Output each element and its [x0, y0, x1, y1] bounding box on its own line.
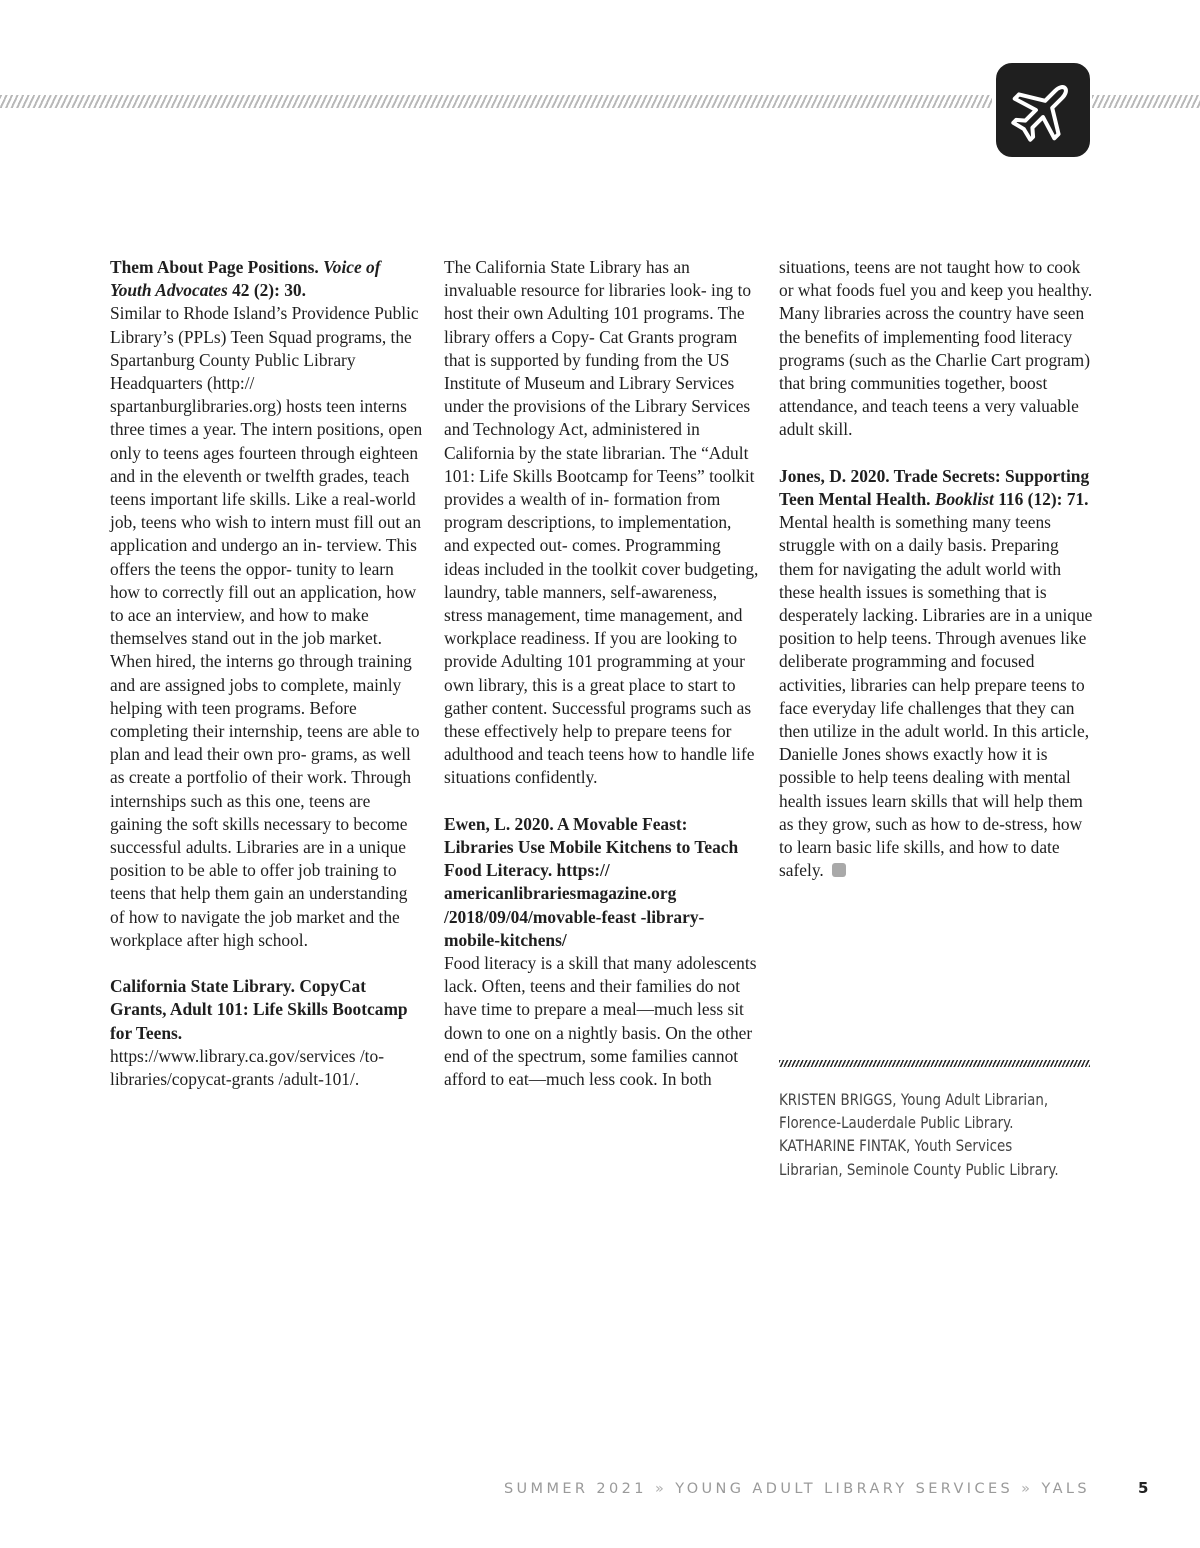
- column-3: [779, 256, 1094, 882]
- reference-journal: Voice of Youth Advocates: [110, 257, 381, 301]
- reference-journal: Booklist: [934, 489, 994, 510]
- section-badge: [996, 63, 1090, 157]
- footer-short-title: YALS: [1041, 1481, 1090, 1497]
- header-stripe-right: [1092, 95, 1200, 108]
- reference-title: Ewen, L. 2020. A Movable Feast: Libraries Use Mobile Kitchens to Teach Food Literacy. https:// americanlibrariesmagazine.org /2018/09/04/movable-feast -library-mobile-kitchens/: [444, 813, 739, 950]
- footer-separator: »: [1021, 1481, 1034, 1497]
- footer-issue: SUMMER 2021: [503, 1481, 647, 1497]
- column-1: [110, 256, 425, 1091]
- reference-title: Them About Page Positions.: [110, 257, 319, 277]
- author-divider: [779, 1060, 1090, 1067]
- reference-issue: 116 (12): 71.: [998, 489, 1089, 510]
- author-bios: [779, 1089, 1063, 1182]
- end-of-article-icon: [832, 863, 846, 877]
- column-2: [444, 256, 759, 1091]
- author-bio: KRISTEN BRIGGS, Young Adult Librarian, Florence-Lauderdale Public Library.: [779, 1091, 1049, 1133]
- reference-title: California State Library. CopyCat Grants, Adult 101: Life Skills Bootcamp for Teens.: [110, 976, 408, 1043]
- annotation-text: situations, teens are not taught how to cook or what foods fuel you and keep you healthy. Many libraries across the country have seen the benefits of implementing food literacy programs (such as the Charlie Cart program) that bring communities together, boost attendance, and teach teens a very valuable adult skill.: [779, 257, 1093, 440]
- footer-publication: YOUNG ADULT LIBRARY SERVICES: [675, 1481, 1014, 1497]
- reference-issue: 42 (2): 30.: [232, 280, 306, 301]
- reference-heading: [110, 256, 425, 302]
- footer-separator: »: [654, 1481, 668, 1497]
- reference-url[interactable]: https://www.library.ca.gov/services /to-libraries/copycat-grants /adult-101/.: [110, 1045, 384, 1090]
- annotation-text: Mental health is something many teens struggle with on a daily basis. Preparing them for navigating the adult world with these health issues is something that is desperately lacking. Libraries are in a unique position to help teens. Through avenues like deliberate programming and focused activities, libraries can help prepare teens to face everyday life challenges that they can then utilize in the adult world. In this article, Danielle Jones shows exactly how it is possible to help teens dealing with mental health issues learn skills that will help them as they grow, such as how to de-stress, how to learn basic life skills, and how to date safely.: [779, 512, 1093, 881]
- annotation-text: Similar to Rhode Island’s Providence Public Library’s (PPLs) Teen Squad programs, the Spartanburg County Public Library Headquarters (http:// spartanburglibraries.org) hosts teen interns three times a year. The intern positions, open only to teens ages fourteen through eighteen and in the eleventh or twelfth grades, teach teens important life skills. Like a real-world job, teens who wish to intern must fill out an application and undergo an in- terview. This offers the teens the oppor- tunity to learn how to correctly fill out an application, how to ace an interview, and how to make themselves stand out in the job market. When hired, the interns go through training and are assigned jobs to complete, mainly helping with teen programs. Before completing their internship, teens are able to plan and lead their own pro- grams, as well as create a portfolio of their work. Through internships such as this one, teens are gaining the soft skills necessary to become successful adults. Libraries are in a unique position to be able to offer job training to teens that help them gain an understanding of how to navigate the job market and the workplace after high school.: [110, 303, 423, 950]
- annotation-text: Food literacy is a skill that many adolescents lack. Often, teens and their families do not have time to prepare a meal—much less sit down to one on a nightly basis. On the other end of the spectrum, some families cannot afford to eat—much less cook. In both: [444, 953, 757, 1090]
- author-bio: KATHARINE FINTAK, Youth Services Librarian, Seminole County Public Library.: [779, 1137, 1059, 1179]
- header-stripe-left: [0, 95, 992, 108]
- page-number: 5: [1138, 1479, 1149, 1497]
- airplane-icon: [1008, 75, 1078, 145]
- running-footer: [504, 1481, 1090, 1497]
- annotation-text: The California State Library has an invaluable resource for libraries look- ing to host their own Adulting 101 programs. The library offers a Copy- Cat Grants program that is supported by funding from the US Institute of Museum and Library Services under the provisions of the Library Services and Technology Act, administered in California by the state librarian. The “Adult 101: Life Skills Bootcamp for Teens” toolkit provides a wealth of in- formation from program descriptions, to implementation, and expected out- comes. Programming ideas included in the toolkit cover budgeting, laundry, table manners, self-awareness, stress management, time management, and workplace readiness. If you are looking to provide Adulting 101 programming at your own library, this is a great place to start to gather content. Successful programs such as these effectively help to prepare teens for adulthood and teach teens how to handle life situations confidently.: [444, 257, 759, 788]
- reference-heading: [779, 465, 1094, 511]
- reference-title: Jones, D. 2020. Trade Secrets: Supporting Teen Mental Health.: [779, 465, 1090, 510]
